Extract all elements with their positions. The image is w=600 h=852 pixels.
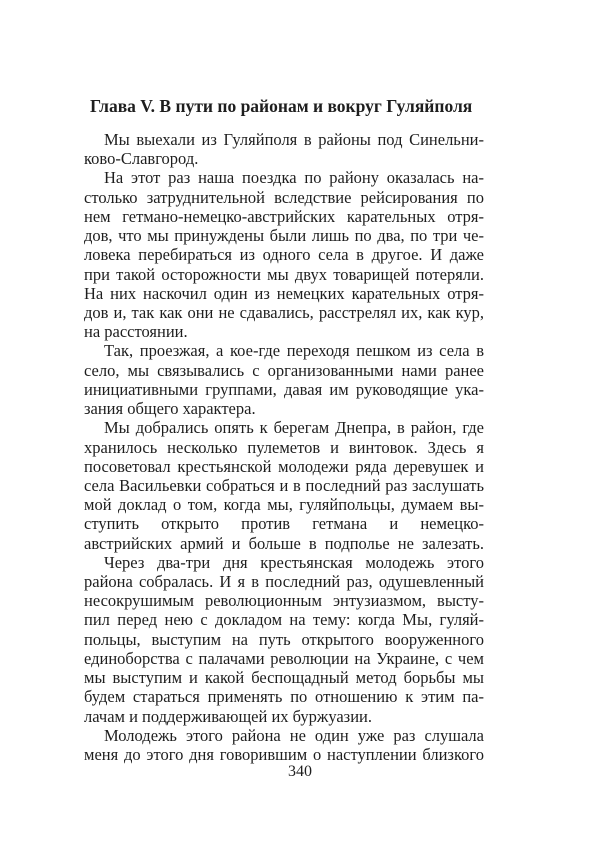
text-line: Через два-три дня крестьянская молодежь этого (104, 553, 484, 572)
text-line: На них наскочил один из немецких карательных отря- (84, 284, 484, 303)
text-line: хранилось несколько пулеметов и винтовок. Здесь я (84, 438, 484, 457)
text-line: района собралась. И я в последний раз, одушевленный (84, 572, 484, 591)
text-line: село, мы связывались с организованными нами ранее (84, 361, 484, 380)
text-line: пил перед нею с докладом на тему: когда Мы, гуляй- (84, 610, 484, 629)
text-line: мы выступим и какой беспощадный метод борьбы мы (84, 668, 484, 687)
text-line: ловека перебираться из одного села в другое. И даже (84, 245, 484, 264)
text-line: на расстоянии. (84, 322, 188, 341)
chapter-heading: Глава V. В пути по районам и вокруг Гуляйполя (90, 96, 473, 116)
text-line: ково-Славгород. (84, 149, 199, 168)
text-line: Мы добрались опять к берегам Днепра, в район, где (104, 418, 484, 437)
text-line: Так, проезжая, а кое-где переходя пешком из села в (104, 341, 484, 360)
text-line: меня до этого дня говорившим о наступлении близкого (84, 745, 484, 764)
text-line: столько затруднительной вследствие рейсирования по (84, 188, 484, 207)
text-line: при такой осторожности мы двух товарищей потеряли. (84, 265, 484, 284)
text-line: зания общего характера. (84, 399, 256, 418)
text-line: дов, что мы принуждены были лишь по два, по три че- (84, 226, 484, 245)
text-line: Молодежь этого района не один уже раз слушала (104, 726, 484, 745)
text-line: мой доклад о том, когда мы, гуляйпольцы, думаем вы- (84, 495, 484, 514)
text-line: инициативными группами, давая им руководящие ука- (84, 380, 484, 399)
text-line: польцы, выступим на путь открытого вооруженного (84, 630, 484, 649)
text-line: будем стараться применять по отношению к этим па- (84, 687, 484, 706)
text-line: несокрушимым революционным энтузиазмом, высту- (84, 591, 484, 610)
text-line: австрийских армий и больше в подполье не залезать. (84, 534, 484, 553)
text-line: дов и, так как они не сдавались, расстрелял их, как кур, (84, 303, 484, 322)
text-line: На этот раз наша поездка по району оказалась на- (104, 168, 484, 187)
page-number: 340 (288, 763, 312, 780)
text-line: Мы выехали из Гуляйполя в районы под Синельни- (104, 130, 484, 149)
text-line: нем гетмано-немецко-австрийских карательных отря- (84, 207, 484, 226)
text-line: ступить открыто против гетмана и немецко- (84, 514, 484, 533)
text-line: единоборства с палачами революции на Украине, с чем (84, 649, 484, 668)
text-line: лачам и поддерживающей их буржуазии. (84, 707, 372, 726)
text-line: села Васильевки собраться и в последний раз заслушать (84, 476, 484, 495)
text-line: посоветовал крестьянской молодежи ряда деревушек и (84, 457, 484, 476)
